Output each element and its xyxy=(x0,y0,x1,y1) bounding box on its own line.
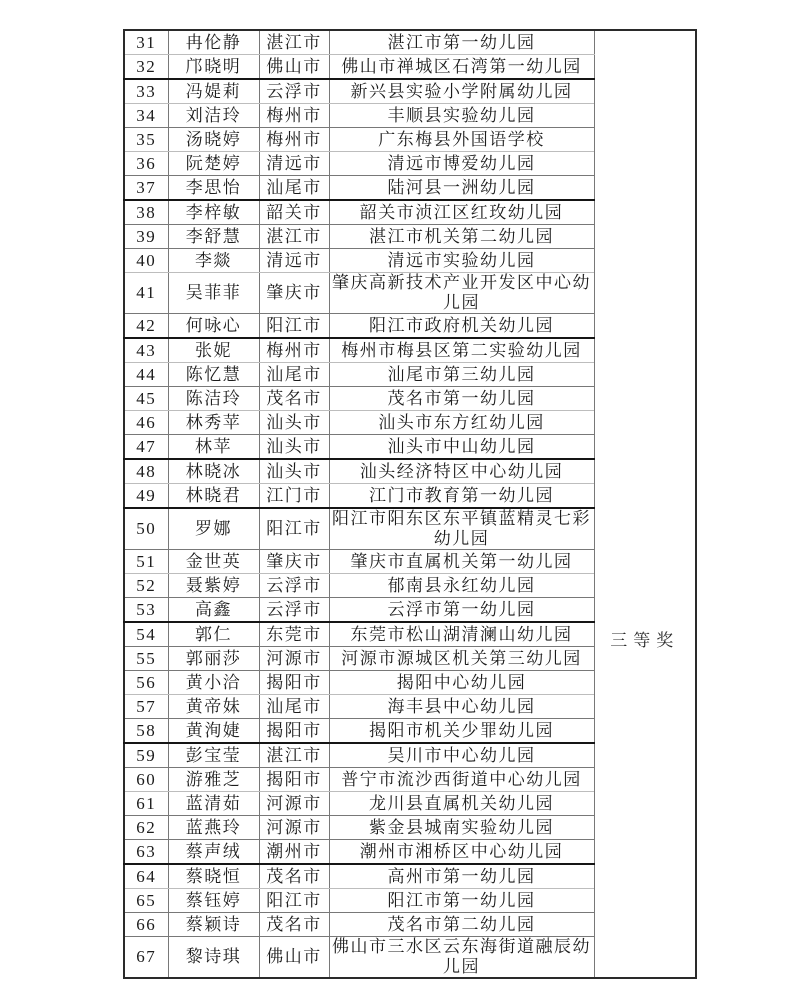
org-cell: 阳江市第一幼儿园 xyxy=(329,889,594,913)
name-cell: 黄洵婕 xyxy=(168,719,259,744)
org-cell: 肇庆高新技术产业开发区中心幼儿园 xyxy=(329,273,594,314)
name-cell: 蔡钰婷 xyxy=(168,889,259,913)
org-cell: 汕头市东方红幼儿园 xyxy=(329,411,594,435)
org-cell: 茂名市第一幼儿园 xyxy=(329,387,594,411)
table-row xyxy=(124,30,696,55)
org-cell: 新兴县实验小学附属幼儿园 xyxy=(329,79,594,104)
name-cell: 游雅芝 xyxy=(168,768,259,792)
city-cell: 汕头市 xyxy=(259,459,329,484)
city-cell: 茂名市 xyxy=(259,864,329,889)
city-cell: 佛山市 xyxy=(259,937,329,979)
org-cell: 普宁市流沙西街道中心幼儿园 xyxy=(329,768,594,792)
city-cell: 汕头市 xyxy=(259,411,329,435)
city-cell: 云浮市 xyxy=(259,574,329,598)
org-cell: 佛山市禅城区石湾第一幼儿园 xyxy=(329,55,594,80)
row-number-cell: 42 xyxy=(124,314,168,339)
row-number-cell: 36 xyxy=(124,152,168,176)
name-cell: 蔡晓恒 xyxy=(168,864,259,889)
org-cell: 湛江市第一幼儿园 xyxy=(329,30,594,55)
name-cell: 郭仁 xyxy=(168,622,259,647)
award-winners-table xyxy=(123,29,697,979)
row-number-cell: 47 xyxy=(124,435,168,460)
row-number-cell: 34 xyxy=(124,104,168,128)
row-number-cell: 43 xyxy=(124,338,168,363)
row-number-cell: 65 xyxy=(124,889,168,913)
name-cell: 吴菲菲 xyxy=(168,273,259,314)
org-cell: 阳江市阳东区东平镇蓝精灵七彩幼儿园 xyxy=(329,508,594,550)
org-cell: 河源市源城区机关第三幼儿园 xyxy=(329,647,594,671)
city-cell: 韶关市 xyxy=(259,200,329,225)
city-cell: 云浮市 xyxy=(259,598,329,623)
city-cell: 汕尾市 xyxy=(259,176,329,201)
org-cell: 佛山市三水区云东海街道融辰幼儿园 xyxy=(329,937,594,979)
city-cell: 清远市 xyxy=(259,152,329,176)
name-cell: 金世英 xyxy=(168,550,259,574)
name-cell: 蓝燕玲 xyxy=(168,816,259,840)
name-cell: 林晓君 xyxy=(168,484,259,509)
row-number-cell: 59 xyxy=(124,743,168,768)
row-number-cell: 48 xyxy=(124,459,168,484)
org-cell: 揭阳中心幼儿园 xyxy=(329,671,594,695)
city-cell: 肇庆市 xyxy=(259,273,329,314)
org-cell: 汕头经济特区中心幼儿园 xyxy=(329,459,594,484)
org-cell: 吴川市中心幼儿园 xyxy=(329,743,594,768)
org-cell: 紫金县城南实验幼儿园 xyxy=(329,816,594,840)
name-cell: 陈洁玲 xyxy=(168,387,259,411)
city-cell: 阳江市 xyxy=(259,889,329,913)
org-cell: 广东梅县外国语学校 xyxy=(329,128,594,152)
city-cell: 茂名市 xyxy=(259,913,329,937)
name-cell: 林苹 xyxy=(168,435,259,460)
city-cell: 揭阳市 xyxy=(259,671,329,695)
org-cell: 陆河县一洲幼儿园 xyxy=(329,176,594,201)
name-cell: 何咏心 xyxy=(168,314,259,339)
name-cell: 冉伦静 xyxy=(168,30,259,55)
org-cell: 海丰县中心幼儿园 xyxy=(329,695,594,719)
city-cell: 东莞市 xyxy=(259,622,329,647)
name-cell: 黄帝妹 xyxy=(168,695,259,719)
org-cell: 丰顺县实验幼儿园 xyxy=(329,104,594,128)
row-number-cell: 50 xyxy=(124,508,168,550)
name-cell: 李舒慧 xyxy=(168,225,259,249)
org-cell: 韶关市浈江区红玫幼儿园 xyxy=(329,200,594,225)
city-cell: 佛山市 xyxy=(259,55,329,80)
name-cell: 彭宝莹 xyxy=(168,743,259,768)
row-number-cell: 49 xyxy=(124,484,168,509)
city-cell: 揭阳市 xyxy=(259,719,329,744)
name-cell: 黎诗琪 xyxy=(168,937,259,979)
city-cell: 潮州市 xyxy=(259,840,329,865)
award-cell xyxy=(594,30,696,978)
city-cell: 阳江市 xyxy=(259,314,329,339)
org-cell: 郁南县永红幼儿园 xyxy=(329,574,594,598)
city-cell: 江门市 xyxy=(259,484,329,509)
row-number-cell: 44 xyxy=(124,363,168,387)
name-cell: 林晓冰 xyxy=(168,459,259,484)
row-number-cell: 52 xyxy=(124,574,168,598)
name-cell: 汤晓婷 xyxy=(168,128,259,152)
name-cell: 蓝清茹 xyxy=(168,792,259,816)
name-cell: 李梓敏 xyxy=(168,200,259,225)
org-cell: 江门市教育第一幼儿园 xyxy=(329,484,594,509)
org-cell: 潮州市湘桥区中心幼儿园 xyxy=(329,840,594,865)
name-cell: 聂紫婷 xyxy=(168,574,259,598)
city-cell: 汕尾市 xyxy=(259,363,329,387)
row-number-cell: 53 xyxy=(124,598,168,623)
city-cell: 河源市 xyxy=(259,647,329,671)
city-cell: 云浮市 xyxy=(259,79,329,104)
name-cell: 黄小洽 xyxy=(168,671,259,695)
row-number-cell: 39 xyxy=(124,225,168,249)
row-number-cell: 57 xyxy=(124,695,168,719)
city-cell: 湛江市 xyxy=(259,30,329,55)
city-cell: 茂名市 xyxy=(259,387,329,411)
row-number-cell: 63 xyxy=(124,840,168,865)
award-label: 三等奖 xyxy=(610,631,680,652)
row-number-cell: 40 xyxy=(124,249,168,273)
city-cell: 清远市 xyxy=(259,249,329,273)
row-number-cell: 37 xyxy=(124,176,168,201)
row-number-cell: 64 xyxy=(124,864,168,889)
row-number-cell: 46 xyxy=(124,411,168,435)
row-number-cell: 55 xyxy=(124,647,168,671)
org-cell: 梅州市梅县区第二实验幼儿园 xyxy=(329,338,594,363)
row-number-cell: 35 xyxy=(124,128,168,152)
city-cell: 河源市 xyxy=(259,816,329,840)
city-cell: 湛江市 xyxy=(259,225,329,249)
row-number-cell: 58 xyxy=(124,719,168,744)
org-cell: 汕头市中山幼儿园 xyxy=(329,435,594,460)
org-cell: 揭阳市机关少罪幼儿园 xyxy=(329,719,594,744)
row-number-cell: 38 xyxy=(124,200,168,225)
name-cell: 冯媞莉 xyxy=(168,79,259,104)
row-number-cell: 31 xyxy=(124,30,168,55)
city-cell: 河源市 xyxy=(259,792,329,816)
name-cell: 阮楚婷 xyxy=(168,152,259,176)
org-cell: 肇庆市直属机关第一幼儿园 xyxy=(329,550,594,574)
name-cell: 罗娜 xyxy=(168,508,259,550)
row-number-cell: 66 xyxy=(124,913,168,937)
name-cell: 郭丽莎 xyxy=(168,647,259,671)
name-cell: 高鑫 xyxy=(168,598,259,623)
row-number-cell: 60 xyxy=(124,768,168,792)
name-cell: 刘洁玲 xyxy=(168,104,259,128)
org-cell: 龙川县直属机关幼儿园 xyxy=(329,792,594,816)
city-cell: 汕头市 xyxy=(259,435,329,460)
row-number-cell: 62 xyxy=(124,816,168,840)
name-cell: 李思怡 xyxy=(168,176,259,201)
name-cell: 蔡颖诗 xyxy=(168,913,259,937)
name-cell: 张妮 xyxy=(168,338,259,363)
org-cell: 清远市博爱幼儿园 xyxy=(329,152,594,176)
org-cell: 云浮市第一幼儿园 xyxy=(329,598,594,623)
org-cell: 茂名市第二幼儿园 xyxy=(329,913,594,937)
org-cell: 东莞市松山湖清澜山幼儿园 xyxy=(329,622,594,647)
city-cell: 揭阳市 xyxy=(259,768,329,792)
row-number-cell: 45 xyxy=(124,387,168,411)
city-cell: 梅州市 xyxy=(259,104,329,128)
row-number-cell: 56 xyxy=(124,671,168,695)
name-cell: 林秀苹 xyxy=(168,411,259,435)
row-number-cell: 33 xyxy=(124,79,168,104)
city-cell: 汕尾市 xyxy=(259,695,329,719)
org-cell: 高州市第一幼儿园 xyxy=(329,864,594,889)
org-cell: 湛江市机关第二幼儿园 xyxy=(329,225,594,249)
city-cell: 湛江市 xyxy=(259,743,329,768)
city-cell: 梅州市 xyxy=(259,338,329,363)
row-number-cell: 32 xyxy=(124,55,168,80)
row-number-cell: 51 xyxy=(124,550,168,574)
org-cell: 汕尾市第三幼儿园 xyxy=(329,363,594,387)
row-number-cell: 61 xyxy=(124,792,168,816)
name-cell: 邝晓明 xyxy=(168,55,259,80)
name-cell: 蔡声绒 xyxy=(168,840,259,865)
row-number-cell: 67 xyxy=(124,937,168,979)
org-cell: 清远市实验幼儿园 xyxy=(329,249,594,273)
row-number-cell: 54 xyxy=(124,622,168,647)
city-cell: 肇庆市 xyxy=(259,550,329,574)
city-cell: 阳江市 xyxy=(259,508,329,550)
org-cell: 阳江市政府机关幼儿园 xyxy=(329,314,594,339)
name-cell: 陈忆慧 xyxy=(168,363,259,387)
name-cell: 李燚 xyxy=(168,249,259,273)
city-cell: 梅州市 xyxy=(259,128,329,152)
row-number-cell: 41 xyxy=(124,273,168,314)
